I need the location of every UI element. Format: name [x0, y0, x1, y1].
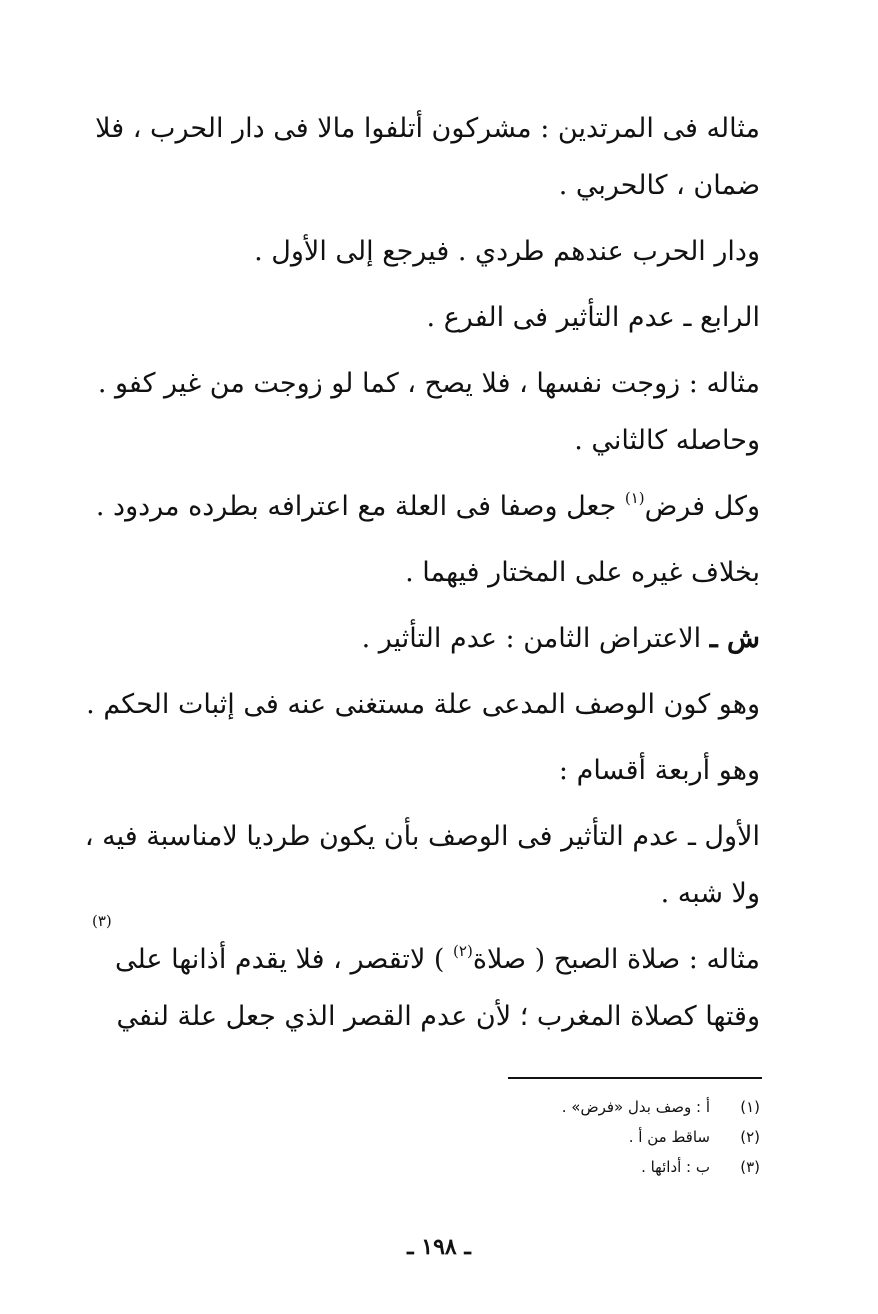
paragraph-5 [84, 478, 760, 535]
footnote-item [380, 1092, 760, 1122]
main-text [84, 100, 760, 1054]
paragraph-text: وكل فرض [644, 491, 760, 522]
footnote-number: (١) [740, 1098, 760, 1116]
paragraph-6 [84, 544, 760, 601]
paragraph-4 [84, 355, 760, 469]
paragraph-1 [84, 100, 760, 214]
paragraph-text: الأول ـ عدم التأثير فى الوصف بأن يكون طرديا لامناسبة فيه ، ولا شبه . [84, 821, 760, 909]
footnote-ref-3: (٣) [92, 912, 112, 930]
paragraph-9 [84, 742, 760, 799]
footnote-ref-1: (١) [624, 489, 645, 507]
paragraph-7 [84, 610, 760, 667]
footnotes [380, 1092, 760, 1182]
paragraph-3 [84, 289, 760, 346]
paragraph-text: ودار الحرب عندهم طردي . فيرجع إلى الأول . [254, 236, 760, 267]
paragraph-text: جعل وصفا فى العلة مع اعترافه بطرده مردود . [95, 491, 625, 522]
footnote-divider [508, 1077, 762, 1079]
paragraph-10 [84, 808, 760, 922]
footnote-number: (٢) [740, 1128, 760, 1146]
paragraph-2 [84, 223, 760, 280]
paragraph-text: مثاله : صلاة الصبح ( صلاة [472, 944, 760, 975]
footnote-item [380, 1122, 760, 1152]
paragraph-text: مثاله فى المرتدين : مشركون أتلفوا مالا فى دار الحرب ، فلا ضمان ، كالحربي . [95, 113, 760, 201]
paragraph-text: الاعتراض الثامن : عدم التأثير . [361, 623, 710, 654]
paragraph-text: بخلاف غيره على المختار فيهما . [405, 557, 760, 588]
footnote-ref-2: (٢) [453, 942, 473, 960]
footnote-number: (٣) [740, 1158, 760, 1176]
commentary-marker: ش ـ [709, 623, 760, 654]
paragraph-text: وهو كون الوصف المدعى علة مستغنى عنه فى إثبات الحكم . [86, 689, 760, 720]
footnote-item [380, 1152, 760, 1182]
footnote-text: ساقط من أ . [628, 1128, 710, 1146]
paragraph-text: وهو أربعة أقسام : [558, 755, 760, 786]
paragraph-11 [84, 931, 760, 1045]
footnote-text: أ : وصف بدل «فرض» . [561, 1098, 710, 1116]
paragraph-text: ) لاتقصر ، فلا يقدم أذانها على وقتها كصلاة المغرب ؛ لأن عدم القصر الذي جعل علة لنفي [114, 944, 760, 1032]
paragraph-8 [84, 676, 760, 733]
page-number: ـ ١٩٨ ـ [407, 1234, 471, 1260]
footnote-text: ب : أدائها . [641, 1158, 710, 1176]
paragraph-text: الرابع ـ عدم التأثير فى الفرع . [426, 302, 760, 333]
paragraph-text: مثاله : زوجت نفسها ، فلا يصح ، كما لو زوجت من غير كفو . وحاصله كالثاني . [97, 368, 760, 456]
